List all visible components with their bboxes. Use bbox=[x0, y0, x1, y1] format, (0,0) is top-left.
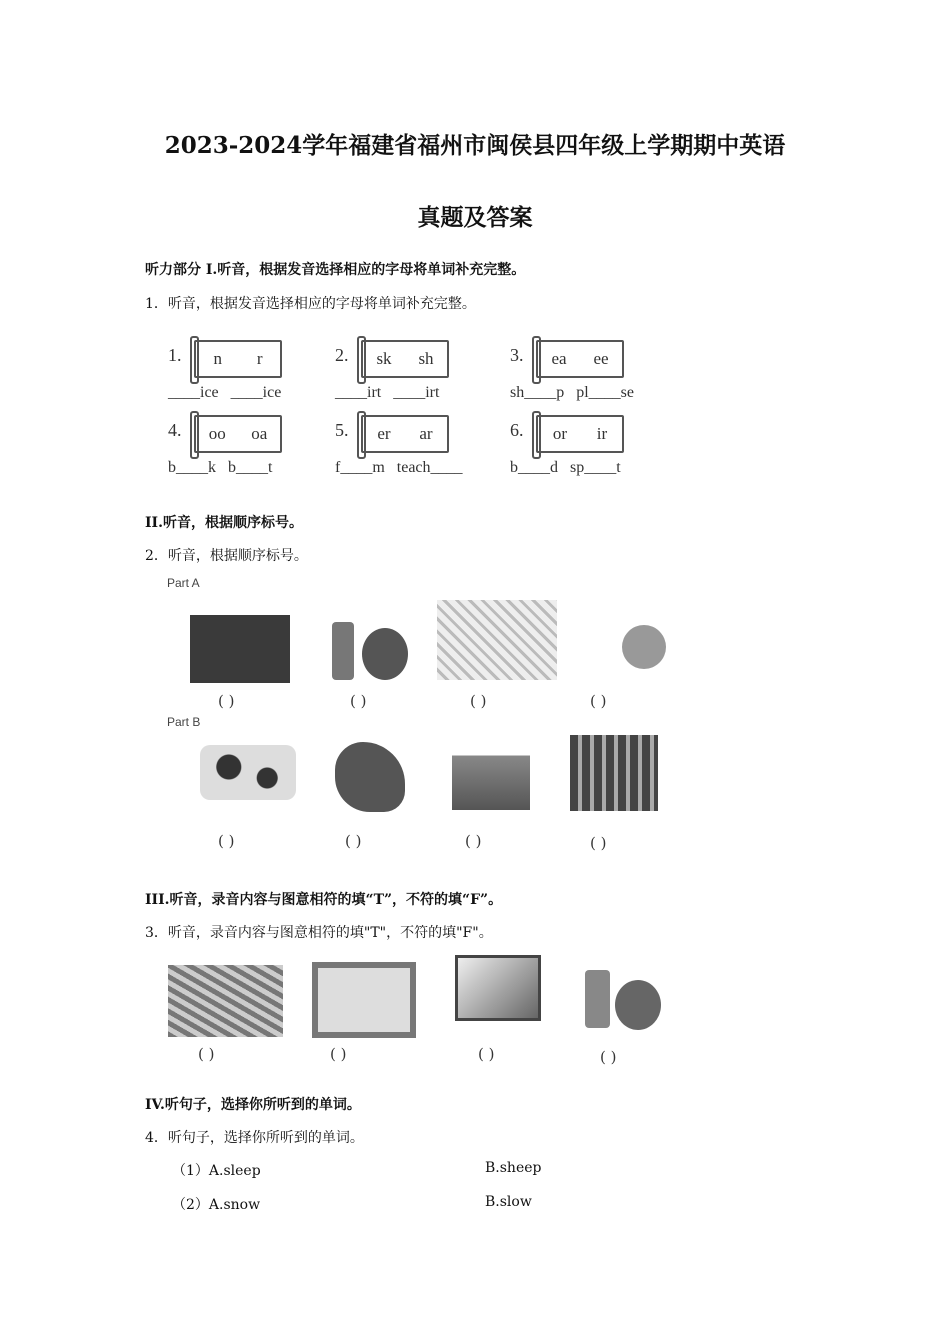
section-2-heading: II.听音，根据顺序标号。 bbox=[145, 515, 303, 531]
letter-option-b: ee bbox=[593, 349, 609, 368]
part-b-label: Part B bbox=[167, 715, 201, 729]
letter-scroll bbox=[536, 340, 624, 378]
item-number: 3. bbox=[510, 345, 524, 365]
letter-option-a: sk bbox=[376, 349, 392, 368]
answer-paren-b2[interactable]: ( ) bbox=[345, 832, 362, 850]
sea-picture bbox=[452, 742, 530, 810]
letter-scroll bbox=[194, 415, 282, 453]
answer-paren-b4[interactable]: ( ) bbox=[590, 834, 607, 852]
letter-option-a: or bbox=[552, 424, 568, 443]
horse-picture bbox=[335, 742, 405, 812]
section-4-heading: IV.听句子，选择你所听到的单词。 bbox=[145, 1097, 361, 1113]
letter-option-b: ir bbox=[596, 424, 608, 443]
fill-in-words[interactable]: b____d sp____t bbox=[510, 459, 621, 476]
option-1b[interactable]: B.sheep bbox=[485, 1160, 542, 1176]
letter-scroll bbox=[361, 340, 449, 378]
letter-option-a: er bbox=[377, 424, 391, 443]
item-number: 5. bbox=[335, 420, 349, 440]
answer-paren-c2[interactable]: ( ) bbox=[330, 1045, 347, 1063]
library-picture bbox=[570, 735, 658, 811]
item-number: 4. bbox=[168, 420, 182, 440]
option-2a[interactable]: （2）A.snow bbox=[172, 1197, 261, 1213]
letter-option-a: ea bbox=[551, 349, 567, 368]
answer-paren-b3[interactable]: ( ) bbox=[465, 832, 482, 850]
letter-option-a: oo bbox=[208, 424, 226, 443]
fill-in-words[interactable]: b____k b____t bbox=[168, 459, 273, 476]
title-line-2: 真题及答案 bbox=[417, 204, 533, 231]
letter-option-b: oa bbox=[251, 424, 268, 443]
answer-paren-a3[interactable]: ( ) bbox=[470, 692, 487, 710]
question-2: 2．听音，根据顺序标号。 bbox=[145, 548, 308, 564]
answer-paren-a2[interactable]: ( ) bbox=[350, 692, 367, 710]
letter-option-b: r bbox=[256, 349, 263, 368]
answer-paren-c4[interactable]: ( ) bbox=[600, 1048, 617, 1066]
answer-paren-a4[interactable]: ( ) bbox=[590, 692, 607, 710]
farm-picture bbox=[168, 965, 283, 1037]
cow-picture bbox=[200, 745, 296, 800]
item-number: 1. bbox=[168, 345, 182, 365]
part-a-label: Part A bbox=[167, 576, 200, 590]
blackboard-picture bbox=[190, 615, 290, 683]
section-1-heading: 听力部分 I.听音，根据发音选择相应的字母将单词补充完整。 bbox=[145, 262, 526, 278]
letter-option-b: sh bbox=[418, 349, 434, 368]
letter-i-picture bbox=[332, 622, 354, 680]
letter-scroll bbox=[536, 415, 624, 453]
letter-l-picture bbox=[585, 970, 610, 1028]
item-number: 2. bbox=[335, 345, 349, 365]
answer-paren-c3[interactable]: ( ) bbox=[478, 1045, 495, 1063]
question-3: 3．听音，录音内容与图意相符的填"T"，不符的填"F"。 bbox=[145, 925, 493, 941]
title-line-1: 2023-2024学年福建省福州市闽侯县四年级上学期期中英语 bbox=[164, 132, 786, 159]
classroom-picture bbox=[437, 600, 557, 680]
option-1a[interactable]: （1）A.sleep bbox=[172, 1163, 261, 1179]
letter-option-a: n bbox=[213, 349, 222, 368]
fill-in-words[interactable]: f____m teach____ bbox=[335, 459, 463, 476]
answer-paren-c1[interactable]: ( ) bbox=[198, 1045, 215, 1063]
question-4: 4．听句子，选择你所听到的单词。 bbox=[145, 1130, 364, 1146]
letter-option-b: ar bbox=[419, 424, 433, 443]
classroom-picture-2 bbox=[312, 962, 416, 1038]
question-1: 1．听音，根据发音选择相应的字母将单词补充完整。 bbox=[145, 296, 476, 312]
item-number: 6. bbox=[510, 420, 524, 440]
answer-paren-b1[interactable]: ( ) bbox=[218, 832, 235, 850]
letter-o-picture bbox=[622, 625, 666, 669]
section-3-heading: III.听音，录音内容与图意相符的填“T”，不符的填“F”。 bbox=[145, 892, 503, 908]
letter-q-picture bbox=[615, 980, 661, 1030]
letter-g-picture bbox=[362, 628, 408, 680]
letter-scroll bbox=[361, 415, 449, 453]
computer-picture bbox=[455, 955, 541, 1021]
fill-in-words[interactable]: ____ice ____ice bbox=[168, 384, 282, 401]
option-2b[interactable]: B.slow bbox=[485, 1194, 532, 1210]
fill-in-words[interactable]: sh____p pl____se bbox=[510, 384, 634, 401]
letter-scroll bbox=[194, 340, 282, 378]
answer-paren-a1[interactable]: ( ) bbox=[218, 692, 235, 710]
fill-in-words[interactable]: ____irt ____irt bbox=[335, 384, 440, 401]
